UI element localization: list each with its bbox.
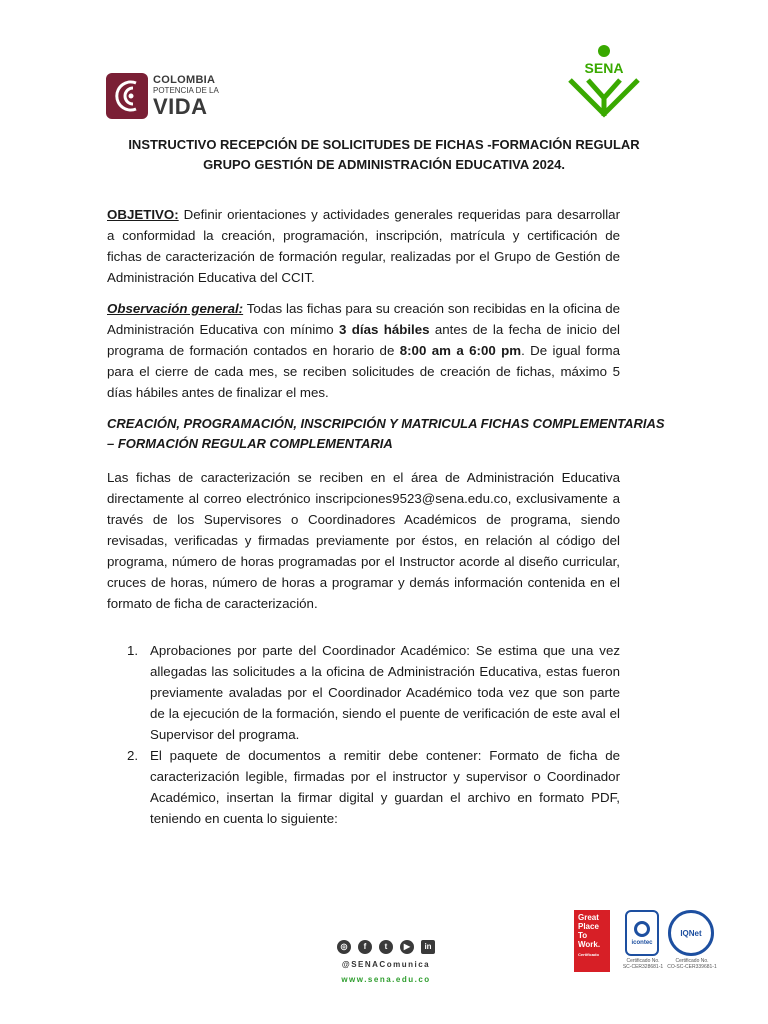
colombia-potencia-logo [106, 73, 219, 119]
website-link[interactable]: www.sena.edu.co [341, 975, 431, 984]
cert-number-2: Certificado No. CO-SC-CER339681-1 [667, 958, 717, 970]
title-line-1: INSTRUCTIVO RECEPCIÓN DE SOLICITUDES DE FICHAS -FORMACIÓN REGULAR [128, 137, 640, 152]
instagram-icon[interactable]: ◎ [337, 940, 351, 954]
numbered-list [107, 640, 620, 829]
objetivo-paragraph [107, 204, 620, 288]
section-title: CREACIÓN, PROGRAMACIÓN, INSCRIPCIÓN Y MATRICULA FICHAS COMPLEMENTARIAS – FORMACIÓN REGULAR COMPLEMENTARIA [107, 416, 665, 451]
objetivo-text: Definir orientaciones y actividades generales requeridas para desarrollar a conformidad la creación, programación, inscripción, matrícula y certificación de fichas de caracterización de formación regular, realizadas por el Grupo de Gestión de Administración Educativa del CCIT. [107, 207, 620, 285]
youtube-icon[interactable]: ▶ [400, 940, 414, 954]
gptw-line-2: Place [578, 922, 599, 931]
objetivo-label: OBJETIVO: [107, 207, 179, 222]
cert-number-1: Certificado No. SC-CER328681-1 [622, 958, 664, 970]
list-item-number: 1. [127, 643, 139, 658]
social-handle: @SENAComunica [341, 960, 431, 969]
iqnet-label: IQNet [680, 928, 702, 938]
gptw-line-5: Certificado [578, 952, 599, 957]
observacion-text-2: antes de la fecha de inicio del programa de formación contados en horario de [107, 322, 620, 358]
observacion-text-1: Todas las fichas para su creación son recibidas en la oficina de Administración Educativa con mínimo [107, 301, 620, 337]
section-body: Las fichas de caracterización se reciben en el área de Administración Educativa directamente al correo electrónico inscripciones9523@sena.edu.co, exclusivamente a través de los Supervisores o Coordinadores Académicos de programa, siendo revisadas, verificadas y firmadas previamente por éstos, en relación al código del programa, número de horas programadas por el Instructor acorde al diseño curricular, cruces de horas, número de horas a programar y demás información contenida en el formato de ficha de caracterización. [107, 470, 620, 611]
gptw-line-4: Work. [578, 940, 601, 949]
title-line-2: GRUPO GESTIÓN DE ADMINISTRACIÓN EDUCATIVA 2024. [203, 157, 565, 172]
twitter-icon[interactable]: t [379, 940, 393, 954]
list-item-number: 2. [127, 748, 139, 763]
logo-line-1: COLOMBIA [153, 73, 216, 86]
logo-line-2: POTENCIA DE LA [153, 85, 219, 95]
gptw-line-3: To [578, 931, 588, 940]
gptw-line-1: Great [578, 913, 599, 922]
list-item-text: Aprobaciones por parte del Coordinador Académico: Se estima que una vez allegadas las solicitudes a la oficina de Administración Educativa, estas fueron previamente avaladas por el Coordinador Académico toda vez que son parte de la ejecución de la formación, siendo el puente de verificación de este aval el Supervisor del programa. [150, 643, 620, 742]
icontec-badge [625, 910, 659, 956]
list-item [107, 745, 620, 829]
observacion-label: Observación general: [107, 301, 244, 316]
sena-logo-text: SENA [584, 60, 624, 76]
observacion-bold-1: 3 días hábiles [339, 322, 430, 337]
observacion-paragraph [107, 298, 620, 403]
document-title [100, 135, 668, 175]
facebook-icon[interactable]: f [358, 940, 372, 954]
observacion-text-3: . De igual forma para el cierre de cada mes, se reciben solicitudes de creación de fichas, máximo 5 días hábiles antes de finalizar el mes. [107, 343, 621, 400]
sena-logo [566, 44, 642, 118]
colombia-mark-icon [106, 73, 148, 119]
logo-line-3: VIDA [153, 93, 208, 119]
list-item [107, 640, 620, 745]
observacion-bold-2: 8:00 am a 6:00 pm [399, 343, 522, 358]
iqnet-badge [668, 910, 714, 956]
linkedin-icon[interactable]: in [421, 940, 435, 954]
icontec-circle-icon [634, 921, 650, 937]
icontec-label: icontec [631, 939, 653, 946]
list-item-text: El paquete de documentos a remitir debe contener: Formato de ficha de caracterización legible, firmadas por el instructor y supervisor o Coordinador Académico, insertan la firmar digital y guardan el archivo en formato PDF, teniendo en cuenta lo siguiente: [150, 748, 620, 826]
great-place-to-work-badge [574, 910, 610, 972]
footer-social [334, 940, 438, 984]
